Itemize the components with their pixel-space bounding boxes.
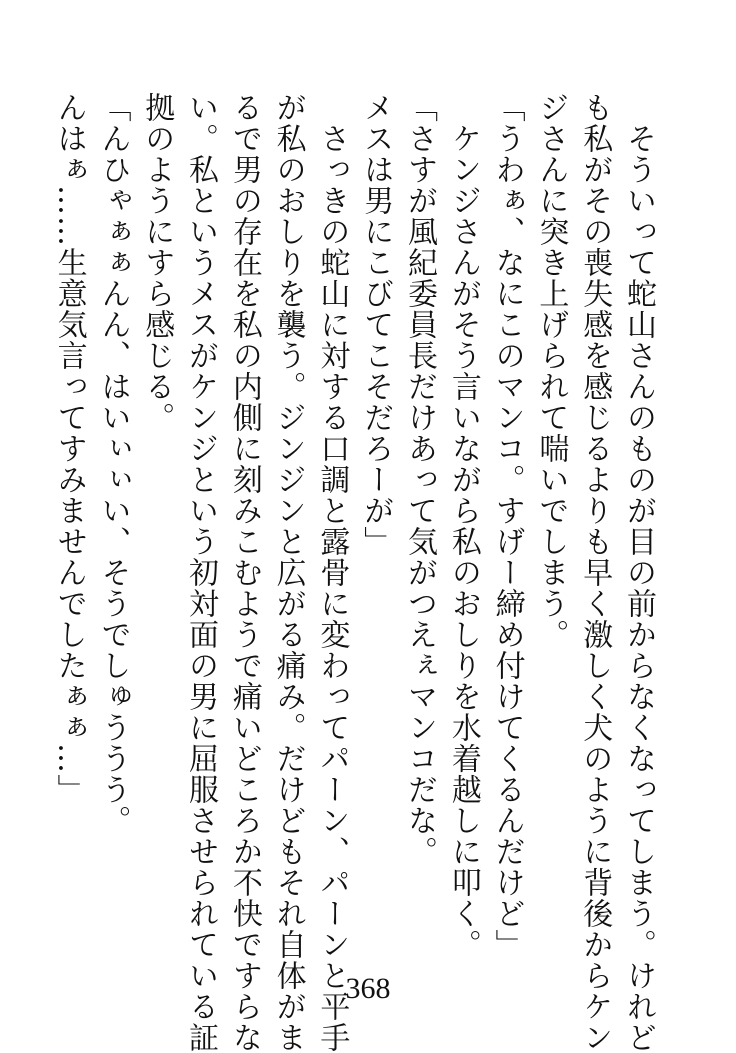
text-line: んはぁ……生意気言ってすみませんでしたぁぁ…」: [51, 92, 87, 805]
page-number: 368: [345, 972, 391, 1005]
text-line: も私がその喪失感を感じるよりも早く激しく犬のように背後からケン: [577, 92, 613, 1053]
text-line: るで男の存在を私の内側に刻みこむようで痛いどころか不快ですらな: [226, 92, 262, 1053]
text-line: 「んひゃぁぁんん、はいぃぃい、そうでしゅううう。: [95, 92, 131, 836]
text-line: さっきの蛇山に対する口調と露骨に変わってパーン、パーンと平手: [314, 92, 350, 1053]
text-line: そういって蛇山さんのものが目の前からなくなってしまう。けれど: [621, 92, 656, 1053]
text-line: い。私というメスがケンジという初対面の男に屈服させられている証: [183, 92, 219, 1053]
text-line: が私のおしりを襲う。ジンジンと広がる痛み。だけどもそれ自体がま: [270, 92, 306, 1053]
text-line: ジさんに突き上げられて喘いでしまう。: [533, 92, 569, 650]
text-line: メスは男にこびてこそだろーが」: [358, 92, 394, 557]
text-line: ケンジさんがそう言いながら私のおしりを水着越しに叩く。: [445, 92, 481, 960]
text-line: 「さすが風紀委員長だけあって気がつえぇマンコだな。: [402, 92, 438, 867]
text-line: 「うわぁ、なにこのマンコ。すげー締め付けてくるんだけど」: [489, 92, 525, 960]
text-line: 拠のようにすら感じる。: [139, 92, 175, 433]
